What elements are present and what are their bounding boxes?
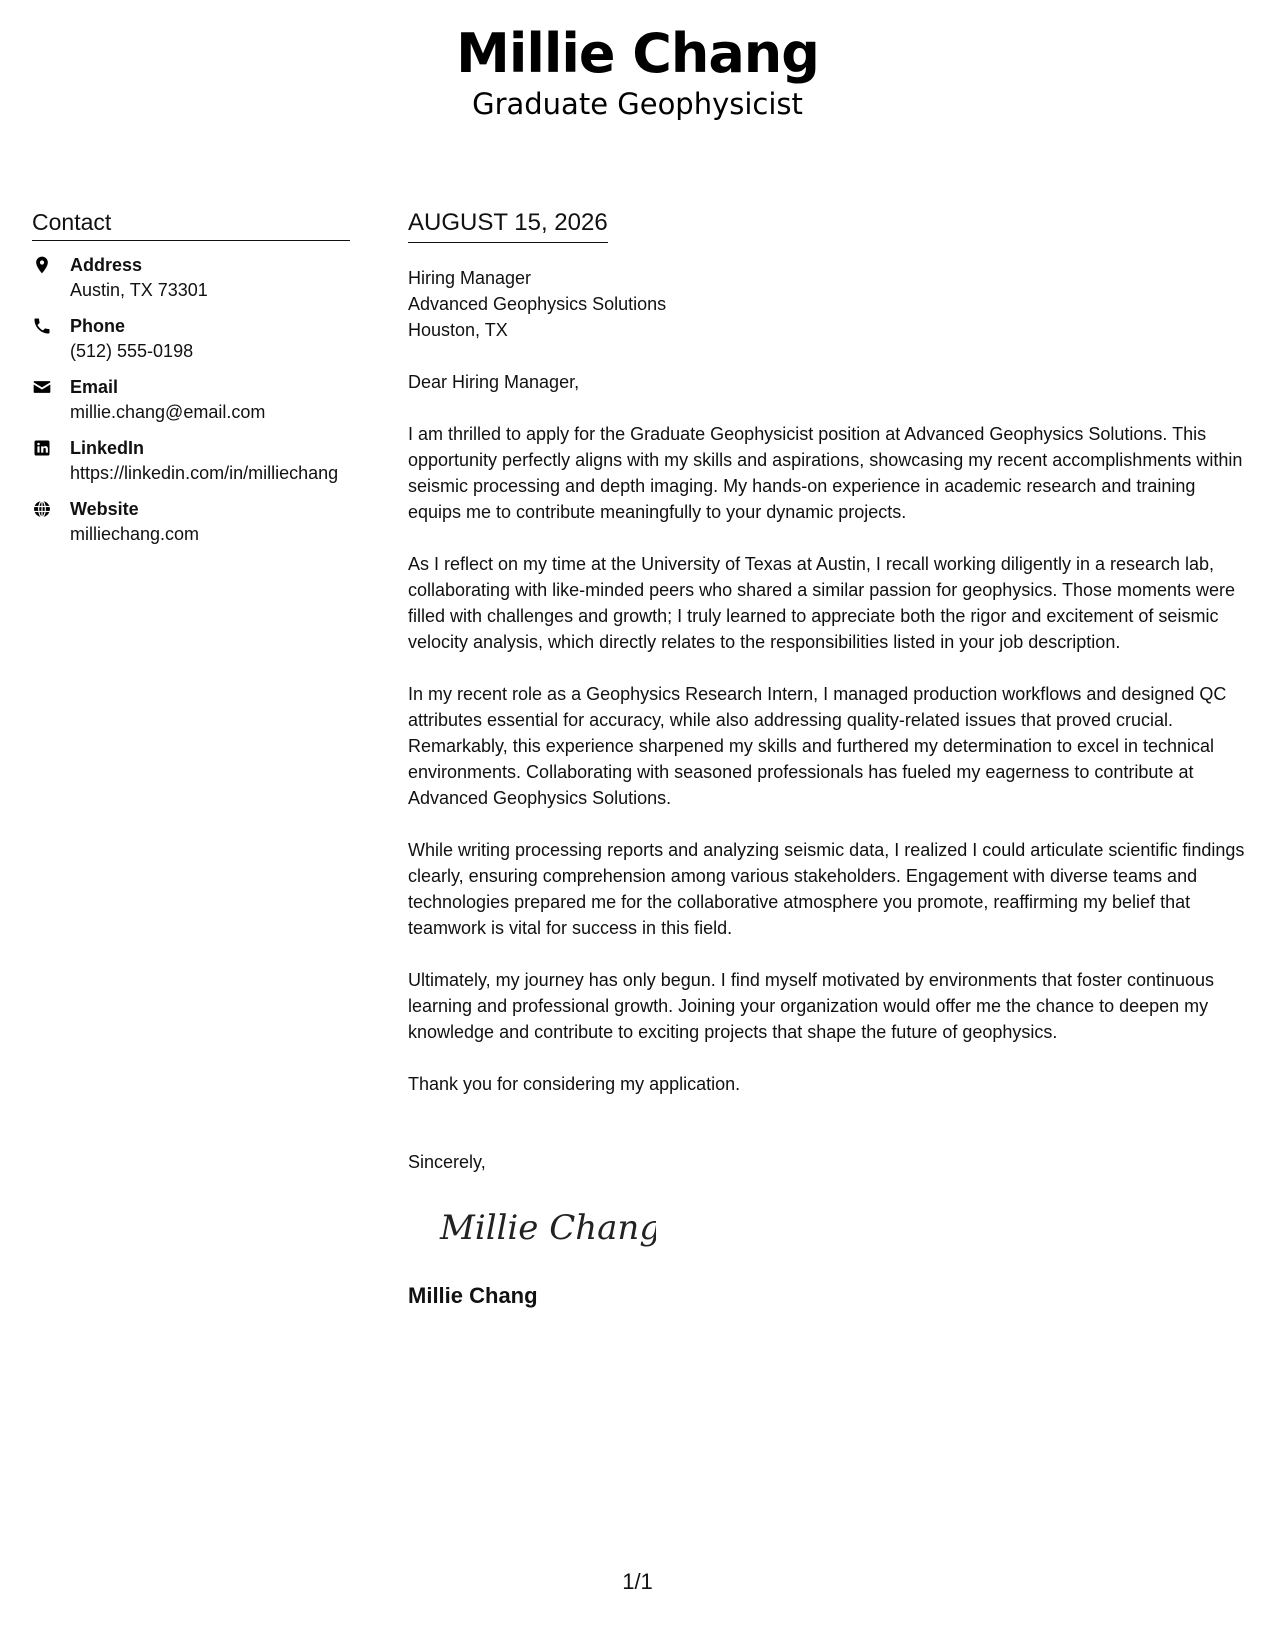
body-paragraph: While writing processing reports and analyzing seismic data, I realized I could articulate scientific findings clearly, ensuring comprehension among various stakeholders. Engagement with diverse teams and technologies prepared me for the collaborative atmosphere you promote, reaffirming my belief that teamwork is vital for success in this field. <box>408 840 1245 938</box>
contact-list <box>32 253 350 547</box>
email-link[interactable]: millie.chang@email.com <box>70 402 266 422</box>
phone-value: (512) 555-0198 <box>70 341 194 361</box>
contact-item-address <box>32 253 350 303</box>
contact-item-linkedin <box>32 436 350 486</box>
contact-item-email <box>32 375 350 425</box>
envelope-icon <box>32 375 70 397</box>
body-paragraph: I am thrilled to apply for the Graduate Geophysicist position at Advanced Geophysics Solutions. This opportunity perfectly aligns with my skills and aspirations, showcasing my recent accomplishments within seismic processing and depth imaging. My hands-on experience in academic research and training equips me to contribute meaningfully to your dynamic projects. <box>408 424 1243 522</box>
letter-date: AUGUST 15, 2026 <box>408 208 608 243</box>
recipient-title: Hiring Manager <box>408 268 532 288</box>
linkedin-link[interactable]: https://linkedin.com/in/milliechang <box>70 463 339 483</box>
website-link[interactable]: milliechang.com <box>70 524 200 544</box>
linkedin-icon <box>32 436 70 458</box>
body-paragraph: Thank you for considering my application. <box>408 1074 741 1094</box>
applicant-job-title: Graduate Geophysicist <box>472 87 803 121</box>
map-pin-icon <box>32 253 70 275</box>
globe-icon <box>32 497 70 519</box>
letter-body <box>408 208 1250 1310</box>
contact-sidebar <box>32 208 350 558</box>
address-value: Austin, TX 73301 <box>70 280 208 300</box>
contact-item-website <box>32 497 350 547</box>
salutation: Dear Hiring Manager, <box>408 372 580 392</box>
recipient-company: Advanced Geophysics Solutions <box>408 294 667 314</box>
signature-text: Millie Chang <box>440 1208 656 1248</box>
body-paragraph: Ultimately, my journey has only begun. I find myself motivated by environments that foster continuous learning and professional growth. Joining your organization would offer me the chance to deepen my knowledge and contribute to exciting projects that shape the future of geophysics. <box>408 970 1215 1042</box>
page-number: 1/1 <box>622 1569 653 1594</box>
body-paragraph: In my recent role as a Geophysics Research Intern, I managed production workflows and designed QC attributes essential for accuracy, while also addressing quality-related issues that proved crucial. Remarkably, this experience sharpened my skills and furthered my determination to excel in technical environments. Collaborating with seasoned professionals has fueled my eagerness to contribute at Advanced Geophysics Solutions. <box>408 684 1227 808</box>
contact-label: LinkedIn <box>70 438 145 458</box>
phone-icon <box>32 314 70 336</box>
applicant-name: Millie Chang <box>456 22 819 85</box>
contact-heading: Contact <box>32 208 350 241</box>
contact-item-phone <box>32 314 350 364</box>
contact-label: Address <box>70 255 143 275</box>
recipient-location: Houston, TX <box>408 320 508 340</box>
contact-label: Phone <box>70 316 126 336</box>
contact-label: Website <box>70 499 139 519</box>
signer-name: Millie Chang <box>408 1283 538 1308</box>
letter-header <box>0 22 1275 122</box>
contact-label: Email <box>70 377 119 397</box>
closing: Sincerely, <box>408 1152 486 1172</box>
recipient-block <box>408 265 1250 343</box>
body-paragraph: As I reflect on my time at the University of Texas at Austin, I recall working diligently in a research lab, collaborating with like-minded peers who shared a similar passion for geophysics. Those moments were filled with challenges and growth; I truly learned to appreciate both the rigor and excitement of seismic velocity analysis, which directly relates to the responsibilities listed in your job description. <box>408 554 1236 652</box>
handwritten-signature <box>436 1197 656 1257</box>
